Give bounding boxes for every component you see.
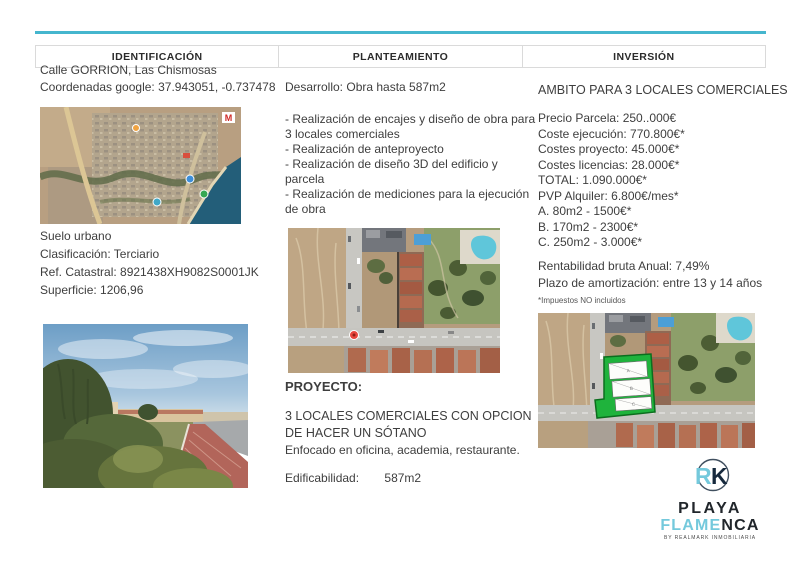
address-line: Calle GORRION, Las Chismosas xyxy=(40,63,217,77)
map-marker-blue-icon xyxy=(186,175,194,183)
rk-monogram-icon xyxy=(683,456,737,498)
investment-line: Costes licencias: 28.000€* xyxy=(538,157,680,172)
detail-line: Suelo urbano xyxy=(40,229,112,243)
desarrollo-line: Desarrollo: Obra hasta 587m2 xyxy=(285,80,446,94)
logo-name-line1: PLAYA xyxy=(678,500,742,517)
edificabilidad-value: 587m2 xyxy=(384,471,422,485)
proyecto-description: 3 LOCALES COMERCIALES CON OPCION DE HACER UN SÓTANO xyxy=(285,409,532,440)
accent-divider xyxy=(35,31,766,34)
edificabilidad-label: Edificabilidad: xyxy=(285,471,360,485)
plot-label-c: C xyxy=(631,401,636,407)
amortizacion-line: Plazo de amortización: entre 13 y 14 años xyxy=(538,276,763,290)
ambito-title: AMBITO PARA 3 LOCALES COMERCIALES xyxy=(538,83,788,97)
detail-line: Clasificación: Terciario xyxy=(40,247,160,261)
cadastral-details-block xyxy=(40,227,270,299)
coordinates-line: Coordenadas google: 37.943051, -0.737478 xyxy=(40,80,276,94)
satellite-map-plot-outline xyxy=(538,313,755,448)
monogram-r: R xyxy=(695,463,712,489)
address-block xyxy=(40,62,276,96)
monogram-k: K xyxy=(711,463,728,489)
tasks-list xyxy=(285,112,537,217)
investment-line: B. 170m2 - 2300€* xyxy=(538,219,639,234)
map-marker-teal-icon xyxy=(153,198,161,206)
investment-line: C. 250m2 - 3.000€* xyxy=(538,235,643,249)
plot-label-a: A xyxy=(626,368,630,374)
map-badge-m-icon: M xyxy=(224,113,233,123)
investment-line: PVP Alquiler: 6.800€/mes* xyxy=(538,188,679,203)
map-marker-green-icon xyxy=(200,190,208,198)
map-marker-orange-icon xyxy=(133,125,140,132)
logo-name-dark: NCA xyxy=(721,517,760,534)
task-item: - Realización de mediciones para la ejecución de obra xyxy=(285,187,530,216)
task-item: - Realización de diseño 3D del edificio y parcela xyxy=(285,157,498,186)
logo-tagline: BY REALMARK INMOBILIARIA xyxy=(663,535,757,541)
plot-label-b: B xyxy=(629,385,634,392)
header-inversion: INVERSIÓN xyxy=(613,50,675,63)
header-planteamiento: PLANTEAMIENTO xyxy=(279,46,522,67)
plot-photo xyxy=(43,324,248,488)
satellite-map-overview xyxy=(40,107,241,224)
investment-line: Coste ejecución: 770.800€* xyxy=(538,126,685,141)
rentabilidad-line: Rentabilidad bruta Anual: 7,49% xyxy=(538,259,710,273)
task-item: - Realización de anteproyecto xyxy=(285,142,444,156)
logo-name-accent: FLAME xyxy=(660,517,722,534)
header-identificacion: IDENTIFICACIÓN xyxy=(36,46,279,67)
investment-line: Costes proyecto: 45.000€* xyxy=(538,142,680,156)
investment-line: A. 80m2 - 1500€* xyxy=(538,204,632,218)
investment-line: TOTAL: 1.090.000€* xyxy=(538,173,647,187)
detail-line: Superficie: 1206,96 xyxy=(40,283,144,297)
proyecto-focus: Enfocado en oficina, academia, restaurante. xyxy=(285,443,520,457)
map-marker-red-icon xyxy=(183,153,190,158)
detail-line: Ref. Catastral: 8921438XH9082S0001JK xyxy=(40,265,259,279)
profitability-block xyxy=(538,258,773,309)
tax-note: *Impuestos NO incluidos xyxy=(538,296,626,305)
investment-line: Precio Parcela: 250..000€ xyxy=(538,111,677,125)
satellite-map-closeup xyxy=(288,228,500,373)
logo-name-line2 xyxy=(648,517,772,534)
proyecto-title: PROYECTO: xyxy=(285,379,363,394)
edificabilidad-line xyxy=(285,470,537,487)
task-item: - Realización de encajes y diseño de obra para 3 locales comerciales xyxy=(285,112,536,141)
investment-list xyxy=(538,111,773,251)
agency-logo xyxy=(648,456,772,541)
